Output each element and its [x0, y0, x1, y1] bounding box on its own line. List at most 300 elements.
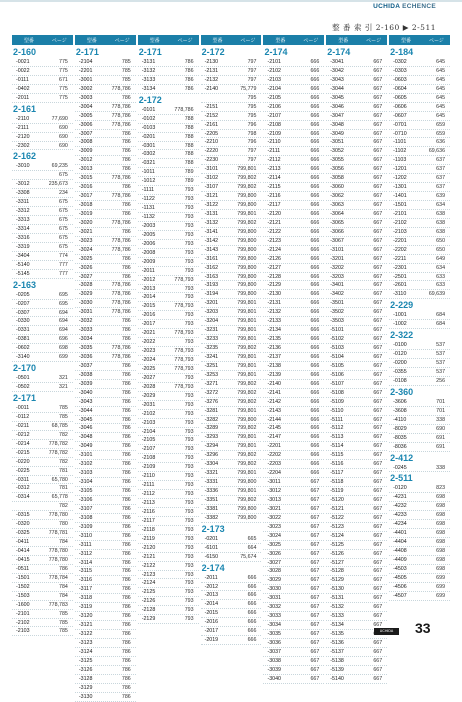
page-ref: 786	[121, 541, 131, 548]
index-row	[263, 201, 324, 210]
page-ref: 786	[121, 318, 131, 325]
item-code: -8029	[393, 425, 407, 432]
item-code: -2104	[141, 428, 156, 435]
page-ref: 799,801	[237, 488, 257, 494]
page-ref: 780	[59, 521, 68, 528]
item-code: -3048	[78, 434, 93, 441]
column-header	[201, 35, 262, 45]
item-code: -3142	[204, 237, 219, 244]
item-code: -3032	[78, 318, 93, 325]
page-ref: 799,802	[237, 184, 257, 191]
page-ref: 793	[184, 410, 194, 417]
page-ref: 799,801	[237, 336, 257, 343]
page-ref: 667	[373, 452, 383, 459]
page-ref: 799,801	[237, 327, 257, 334]
item-code: -3501	[330, 300, 344, 307]
page-ref: 775	[59, 67, 68, 74]
index-row	[138, 329, 199, 338]
page-ref: 793	[184, 616, 194, 623]
index-row	[389, 264, 450, 273]
item-code: -2123	[141, 571, 156, 578]
item-code: -3025	[78, 255, 93, 262]
header-rule	[0, 0, 462, 2]
item-code: -3066	[330, 228, 344, 235]
item-code: -3043	[78, 398, 93, 405]
item-code: -1501	[393, 202, 407, 208]
item-code: -2161	[204, 121, 219, 128]
item-code: -3006	[78, 121, 93, 128]
index-column	[12, 35, 73, 635]
index-row	[12, 133, 73, 142]
group-heading	[12, 392, 73, 404]
page-ref: 666	[310, 425, 320, 432]
page-ref: 788	[184, 124, 194, 131]
item-code: -3013	[267, 496, 281, 503]
index-row	[263, 541, 324, 550]
index-row	[201, 174, 262, 183]
index-row	[201, 273, 262, 282]
page-ref: 667	[373, 479, 383, 486]
page-ref: 667	[373, 130, 383, 137]
index-row	[75, 281, 136, 290]
item-code: -3115	[78, 568, 93, 575]
item-code: -3048	[330, 121, 344, 128]
index-row	[12, 252, 73, 261]
item-code: -3016	[78, 184, 93, 191]
page-ref: 667	[373, 407, 383, 414]
index-row	[263, 594, 324, 603]
index-row	[263, 317, 324, 326]
page-ref: 666	[310, 362, 320, 369]
page-ref: 799,801	[237, 318, 257, 325]
item-code: -2005	[141, 231, 156, 238]
index-row	[75, 174, 136, 183]
item-code: -3126	[78, 666, 93, 673]
item-code: -3312	[16, 208, 30, 215]
page-ref: 793	[184, 491, 194, 498]
page-ref: 778,786	[111, 85, 131, 92]
item-code: -4503	[393, 565, 407, 572]
page-header: ページ	[240, 37, 256, 44]
index-row	[263, 398, 324, 407]
item-code: -3331	[204, 479, 219, 486]
index-row	[263, 532, 324, 541]
page-ref: 659	[436, 130, 446, 137]
item-code: -2108	[267, 121, 281, 128]
page-ref: 799,801	[237, 470, 257, 477]
group-code: 2-229	[390, 300, 414, 311]
item-code: -0311	[16, 476, 30, 483]
item-code: -3104	[78, 479, 93, 486]
page-ref: 666	[310, 309, 320, 316]
index-row	[138, 526, 199, 535]
item-code: -3162	[204, 264, 219, 271]
index-row	[326, 94, 387, 103]
index-row	[12, 94, 73, 103]
page-ref: 793	[184, 419, 194, 426]
index-row	[201, 407, 262, 416]
page-ref: 65,780	[51, 476, 68, 483]
page-ref: 666	[310, 407, 320, 414]
group-code: 2-171	[13, 393, 37, 403]
index-row	[12, 529, 73, 538]
index-row	[75, 675, 136, 684]
group-code: 2-360	[390, 386, 414, 397]
page-ref: 667	[373, 300, 383, 307]
page-ref: 666	[310, 336, 320, 343]
page-ref: 786	[121, 389, 131, 396]
index-row	[263, 255, 324, 264]
page-ref: 321	[59, 384, 68, 391]
item-code: -3029	[78, 291, 93, 298]
index-row	[138, 410, 199, 419]
page-ref: 799,801	[237, 371, 257, 378]
index-row	[389, 493, 450, 502]
index-row	[75, 353, 136, 362]
item-code: -3111	[78, 541, 92, 548]
index-row	[263, 228, 324, 237]
index-row	[75, 299, 136, 308]
item-code: -3110	[393, 291, 407, 298]
code-header: 型番	[338, 37, 349, 44]
item-code: -2102	[393, 219, 407, 226]
page-ref: 799,800	[237, 291, 257, 298]
index-row	[326, 237, 387, 246]
page-ref: 793	[184, 500, 194, 506]
group-heading	[263, 46, 324, 58]
index-row	[138, 150, 199, 159]
group-heading	[389, 299, 450, 311]
index-row	[263, 308, 324, 317]
page-ref: 796	[247, 139, 257, 146]
page-ref: 671	[59, 76, 68, 83]
item-code: -3502	[330, 309, 344, 316]
page-ref: 65,778	[51, 494, 68, 501]
item-code: -3038	[267, 657, 281, 664]
page-ref: 667	[310, 648, 320, 655]
page-ref: 785	[121, 67, 131, 74]
page-ref: 666	[310, 175, 320, 182]
page-ref: 650	[436, 246, 446, 253]
page-ref: 667	[373, 541, 383, 548]
index-row	[389, 464, 450, 473]
item-code: -0330	[16, 318, 30, 325]
item-code: -2136	[267, 345, 281, 351]
item-code: -2152	[204, 112, 219, 119]
index-row	[75, 496, 136, 505]
item-code: -2144	[267, 416, 281, 423]
item-code: -2103	[16, 628, 30, 635]
page-ref: 796	[247, 121, 257, 128]
index-row	[75, 639, 136, 648]
index-row	[12, 243, 73, 252]
index-row	[201, 380, 262, 389]
page-ref: 645	[436, 112, 446, 119]
item-code: -3039	[78, 380, 93, 387]
page-ref: 778,793	[174, 330, 194, 337]
item-code: -1502	[16, 583, 30, 590]
item-code: -3065	[330, 219, 344, 226]
page-header: ページ	[114, 37, 130, 44]
page-ref: 666	[310, 282, 320, 289]
page-ref: 797	[247, 76, 257, 83]
page-ref: 684	[436, 312, 446, 319]
index-row	[75, 362, 136, 371]
index-row	[138, 177, 199, 186]
item-code: -2132	[204, 76, 219, 83]
index-row	[263, 94, 324, 103]
item-code: -3106	[78, 496, 93, 503]
item-code: -2012	[204, 583, 219, 590]
page-ref: 795	[247, 94, 257, 101]
index-row	[326, 299, 387, 308]
index-row	[75, 183, 136, 192]
page-ref: 793	[184, 392, 194, 399]
page-ref: 667	[310, 613, 320, 620]
page-ref: 667	[310, 586, 320, 593]
item-code: -3024	[267, 532, 281, 539]
item-code: -3253	[204, 371, 219, 378]
page-ref: 698	[436, 548, 446, 554]
item-code: -2138	[267, 362, 281, 369]
item-code: -2116	[141, 508, 155, 515]
item-code: -0201	[141, 133, 156, 140]
group-heading	[12, 279, 73, 291]
index-row	[263, 451, 324, 460]
index-row	[263, 138, 324, 147]
page-ref: 799,801	[237, 362, 257, 369]
item-code: -2112	[267, 157, 281, 164]
index-row	[12, 291, 73, 300]
index-row	[326, 371, 387, 380]
item-code: -1132	[141, 214, 155, 220]
index-row	[138, 401, 199, 410]
index-row	[326, 469, 387, 478]
index-row	[389, 112, 450, 121]
page-ref: 666	[310, 345, 320, 351]
index-row	[263, 76, 324, 85]
index-row	[201, 371, 262, 380]
group-heading	[389, 329, 450, 341]
item-code: -0602	[16, 345, 30, 352]
page-ref: 666	[310, 121, 320, 128]
index-row	[201, 469, 262, 478]
item-code: -5109	[330, 398, 344, 405]
item-code: -2205	[204, 130, 219, 137]
page-ref: 786	[121, 273, 131, 280]
page-ref: 786	[121, 586, 131, 593]
index-row	[201, 94, 262, 103]
item-code: -3231	[204, 327, 219, 334]
page-ref: 793	[184, 339, 194, 346]
index-row	[326, 317, 387, 326]
item-code: -3108	[78, 514, 93, 521]
index-row	[12, 413, 73, 422]
item-code: -2128	[267, 273, 281, 280]
item-code: -2126	[141, 598, 156, 605]
index-row	[326, 58, 387, 67]
item-code: -3272	[204, 389, 219, 396]
index-row	[263, 112, 324, 121]
index-row	[12, 422, 73, 431]
index-row	[12, 502, 73, 511]
index-row	[138, 472, 199, 481]
index-row	[326, 451, 387, 460]
index-row	[138, 249, 199, 258]
index-row	[75, 130, 136, 139]
code-header: 型番	[401, 37, 412, 44]
item-code: -0607	[393, 112, 407, 119]
index-row	[263, 675, 324, 684]
index-row	[138, 231, 199, 240]
index-row	[263, 156, 324, 165]
page-ref: 799,802	[237, 425, 257, 432]
item-code: -2008	[141, 249, 156, 256]
page-ref: 799,802	[237, 219, 257, 226]
index-row	[201, 237, 262, 246]
group-code: 2-173	[201, 523, 225, 534]
item-code: -3233	[204, 336, 219, 343]
item-code: -0710	[393, 130, 407, 137]
index-row	[201, 317, 262, 326]
index-row	[201, 600, 262, 609]
index-row	[263, 103, 324, 112]
index-row	[138, 195, 199, 204]
index-row	[201, 210, 262, 219]
page-ref: 799,801	[237, 300, 257, 307]
item-code: -2109	[267, 130, 281, 137]
page-ref: 786	[121, 622, 131, 629]
item-code: -3401	[330, 282, 344, 289]
group-code: 2-184	[390, 47, 414, 57]
page-ref: 667	[373, 139, 383, 146]
page-ref: 694	[59, 309, 68, 316]
index-row	[263, 353, 324, 362]
item-code: -2131	[267, 300, 281, 307]
item-code: -1131	[141, 205, 155, 212]
index-row	[389, 511, 450, 520]
index-row	[138, 58, 199, 67]
index-row	[12, 431, 73, 440]
item-code: -0315	[16, 512, 30, 519]
item-code: -5104	[330, 353, 344, 360]
page-header: ページ	[429, 37, 444, 44]
item-code: -2129	[267, 282, 281, 289]
item-code: -2110	[141, 473, 155, 480]
page-ref: 786	[121, 434, 131, 441]
page-ref: 699	[436, 592, 446, 599]
item-code: -2014	[141, 294, 156, 301]
item-code: -2121	[267, 219, 281, 226]
index-row	[263, 210, 324, 219]
item-code: -2117	[267, 202, 281, 208]
index-row	[326, 585, 387, 594]
page-ref: 667	[373, 228, 383, 235]
code-header: 型番	[275, 37, 286, 44]
index-column	[201, 35, 262, 644]
item-code: -3103	[78, 470, 93, 477]
item-code: -2003	[141, 222, 156, 229]
group-code: 2-171	[75, 47, 99, 57]
item-code: -3021	[78, 228, 93, 235]
index-row	[138, 562, 199, 571]
item-code: -2123	[267, 237, 281, 244]
item-code: -6150	[204, 553, 219, 560]
item-code: -3004	[78, 103, 93, 110]
page-ref: 667	[310, 479, 320, 486]
index-row	[389, 255, 450, 264]
index-row	[326, 174, 387, 183]
index-row	[138, 338, 199, 347]
page-ref: 786	[121, 488, 131, 494]
page-ref: 667	[373, 336, 383, 343]
item-code: -3034	[267, 622, 281, 629]
page-ref: 667	[310, 622, 320, 629]
item-code: -2124	[267, 246, 281, 253]
item-code: -3009	[78, 148, 93, 155]
item-code: -5121	[330, 505, 344, 512]
page-ref: 666	[310, 59, 320, 65]
item-code: -2017	[204, 628, 219, 635]
item-code: -0100	[393, 342, 407, 349]
index-row	[75, 255, 136, 264]
index-row	[75, 514, 136, 523]
page-ref: 778,786	[111, 219, 131, 226]
index-row	[389, 574, 450, 583]
item-code: -3101	[78, 452, 93, 459]
item-code: -0302	[393, 59, 407, 65]
index-row	[12, 404, 73, 413]
index-row	[12, 270, 73, 279]
item-code: -2102	[141, 410, 156, 417]
index-row	[12, 565, 73, 574]
page-ref: 799,801	[237, 434, 257, 441]
index-row	[75, 326, 136, 335]
index-row	[138, 293, 199, 302]
group-heading	[201, 562, 262, 574]
index-row	[12, 449, 73, 458]
index-row	[389, 58, 450, 67]
group-code: 2-170	[13, 363, 37, 374]
page-ref: 698	[436, 494, 446, 501]
index-row	[12, 344, 73, 353]
index-row	[389, 398, 450, 407]
group-heading	[75, 46, 136, 58]
index-row	[75, 424, 136, 433]
index-row	[326, 532, 387, 541]
index-row	[12, 601, 73, 610]
brand-bar	[0, 0, 462, 12]
index-row	[326, 228, 387, 237]
page-ref: 797	[247, 67, 257, 74]
index-row	[326, 147, 387, 156]
page-ref: 786	[121, 639, 131, 646]
page-ref: 666	[310, 389, 320, 396]
page-ref: 69,636	[428, 148, 446, 155]
page-ref: 799,800	[237, 228, 257, 235]
page-ref: 666	[310, 139, 320, 146]
page-header: ページ	[177, 37, 193, 44]
page-ref: 784	[59, 592, 68, 599]
item-code: -2103	[393, 228, 407, 235]
group-code: 2-511	[390, 473, 413, 484]
index-row	[263, 165, 324, 174]
index-row	[263, 335, 324, 344]
index-row	[201, 460, 262, 469]
item-code: -2011	[16, 94, 30, 101]
page-ref: 786	[121, 362, 131, 369]
page-ref: 694	[59, 318, 68, 325]
